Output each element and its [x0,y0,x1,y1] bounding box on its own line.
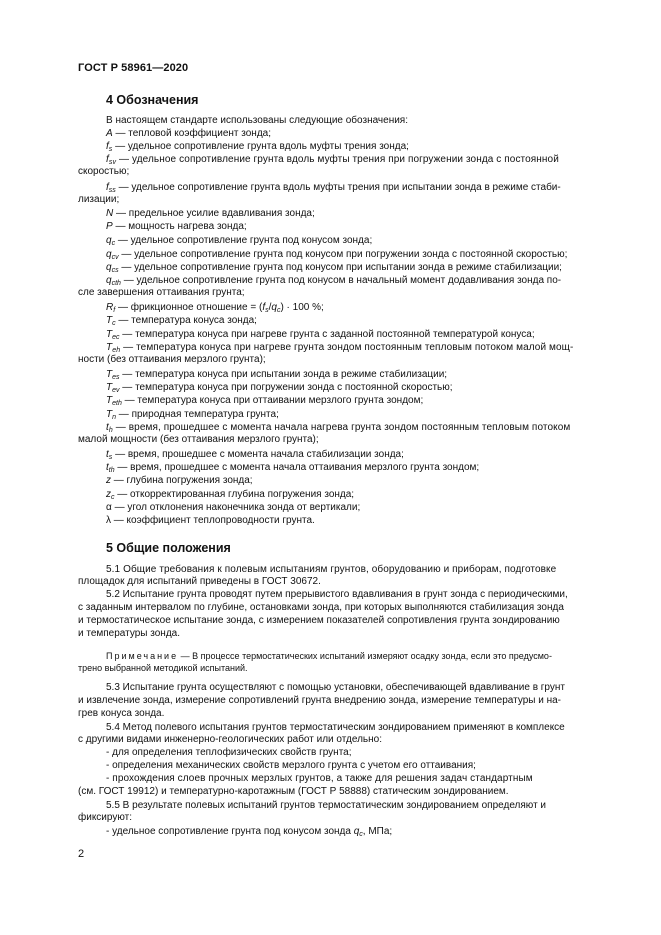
symbol-Tes: $T_{es}$ — температура конуса при испытании зонда в режиме стабилизации; [106,369,448,381]
para-5-4-bullet-3: - прохождения слоев прочных мерзлых грунтов, а также для решения задач стандартным [106,773,533,784]
symbol-P: P — мощность нагрева зонда; [106,221,247,232]
symbol-qcs: $q_{cs}$ — удельное сопротивление грунта под конусом при испытании зонда в режиме стабилизации; [106,262,562,274]
para-5-2: 5.2 Испытание грунта проводят путем прерывистого вдавливания в грунт зонда с периодическими, [106,589,568,600]
para-5-3: 5.3 Испытание грунта осуществляют с помощью установки, обеспечивающей вдавливание в грунт [106,682,565,693]
document-header: ГОСТ Р 58961—2020 [78,62,189,74]
symbol-tth: $t_{th}$ — время, прошедшее с момента начала оттаивания мерзлого грунта зондом; [106,462,480,474]
section-5-heading: 5 Общие положения [106,541,231,555]
note: Примечание — В процессе термостатических испытаний измеряют осадку зонда, если это предусмо- [106,651,552,661]
symbol-qcth: $q_{cth}$ — удельное сопротивление грунта под конусом в начальный момент додавливания зонда по- [106,275,562,287]
symbol-fsv: $f_{sv}$ — удельное сопротивление грунта вдоль муфты трения при погружении зонда с постоянной [106,154,559,166]
para-5-1-cont: площадок для испытаний приведены в ГОСТ 30672. [78,576,321,587]
symbol-qc: $q_c$ — удельное сопротивление грунта под конусом зонда; [106,235,373,247]
page-number: 2 [78,848,85,860]
para-5-4-cont: с другими видами инженерно-геологических работ или отдельно: [78,734,382,745]
symbol-Tev: $T_{ev}$ — температура конуса при погружении зонда с постоянной скоростью; [106,382,453,394]
symbol-qcv: $q_{cv}$ — удельное сопротивление грунта под конусом при погружении зонда с постоянной скоростью; [106,249,568,261]
para-5-5: 5.5 В результате полевых испытаний грунтов термостатическим зондированием определяют и [106,800,547,811]
symbol-N: N — предельное усилие вдавливания зонда; [106,208,315,219]
symbol-th-cont: малой мощности (без оттаивания мерзлого грунта); [78,434,319,445]
section-4-heading: 4 Обозначения [106,93,199,107]
symbol-th: $t_h$ — время, прошедшее с момента начала нагрева грунта зондом постоянным тепловым потоком [106,422,571,434]
para-5-5-cont: фиксируют: [78,812,132,823]
symbol-Teth: $T_{eth}$ — температура конуса при оттаивании мерзлого грунта зондом; [106,395,424,407]
para-5-3-cont1: и извлечение зонда, измерение сопротивлений грунта внедрению зонда, измерение температуры и на- [78,695,562,706]
para-5-4-bullet-2: - определения механических свойств мерзлого грунта с учетом его оттаивания; [106,760,476,771]
symbol-zc: $z_c$ — откорректированная глубина погружения зонда; [106,489,355,501]
note-cont: трено выбранной методикой испытаний. [78,663,248,673]
symbol-fsv-cont: скоростью; [78,166,130,177]
para-5-4-bullet-1: - для определения теплофизических свойств грунта; [106,747,352,758]
para-5-2-cont1: с заданным интервалом по глубине, остановками зонда, при которых выполняются стабилизация зонда [78,602,564,613]
para-5-4: 5.4 Метод полевого испытания грунтов термостатическим зондированием применяют в комплексе [106,722,565,733]
symbol-lambda: λ — коэффициент теплопроводности грунта. [106,515,315,526]
symbol-fss: $f_{ss}$ — удельное сопротивление грунта вдоль муфты трения при испытании зонда в режиме стаби- [106,182,561,194]
symbol-Rf: $R_f$ — фрикционное отношение = $(f_s/q_c) \cdot 100$ %; [106,302,324,314]
para-5-1: 5.1 Общие требования к полевым испытаниям грунтов, оборудованию и приборам, подготовке [106,564,557,575]
para-5-4-bullet-3-cont: (см. ГОСТ 19912) и температурно-каротажным (ГОСТ Р 58888) статическим зондированием. [78,786,509,797]
para-5-3-cont2: грев конуса зонда. [78,708,165,719]
symbol-Tn: $T_n$ — природная температура грунта; [106,409,279,421]
symbol-fs: $f_s$ — удельное сопротивление грунта вдоль муфты трения зонда; [106,141,409,153]
section-4-intro: В настоящем стандарте использованы следующие обозначения: [106,115,409,126]
symbol-ts: $t_s$ — время, прошедшее с момента начала стабилизации зонда; [106,449,404,461]
symbol-z: z — глубина погружения зонда; [106,475,253,486]
symbol-Tc: $T_c$ — температура конуса зонда; [106,315,257,327]
para-5-2-cont2: и термостатическое испытание зонда, с измерением показателей сопротивления грунта зондированию [78,615,560,626]
para-5-2-cont3: и температуры зонда. [78,628,180,639]
symbol-fss-cont: лизации; [78,194,120,205]
symbol-qcth-cont: сле завершения оттаивания грунта; [78,287,245,298]
para-5-5-bullet-1: - удельное сопротивление грунта под конусом зонда $q_c$, МПа; [106,826,393,838]
symbol-A: A — тепловой коэффициент зонда; [106,128,271,139]
symbol-alpha: α — угол отклонения наконечника зонда от вертикали; [106,502,361,513]
symbol-Tec: $T_{ec}$ — температура конуса при нагреве грунта с заданной постоянной температурой конуса; [106,329,535,341]
symbol-Teh: $T_{eh}$ — температура конуса при нагреве грунта зондом постоянным тепловым потоком малой мощ- [106,342,574,354]
symbol-Teh-cont: ности (без оттаивания мерзлого грунта); [78,354,266,365]
